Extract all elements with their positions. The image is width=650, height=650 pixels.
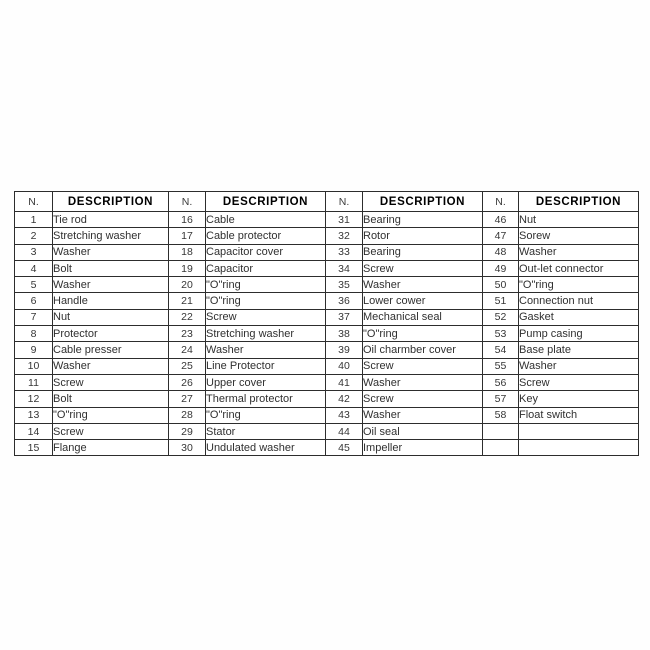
part-number-cell: 18 <box>169 244 206 260</box>
part-description-cell: Nut <box>519 212 639 228</box>
part-number-cell: 10 <box>15 358 53 374</box>
part-number-cell: 14 <box>15 423 53 439</box>
part-description-cell <box>519 440 639 456</box>
part-description-cell: Washer <box>363 407 483 423</box>
part-description-cell: Base plate <box>519 342 639 358</box>
part-description-cell: "O"ring <box>206 293 326 309</box>
part-description-cell: Screw <box>53 374 169 390</box>
part-number-cell: 21 <box>169 293 206 309</box>
part-number-cell: 28 <box>169 407 206 423</box>
part-description-cell: Protector <box>53 326 169 342</box>
table-row <box>15 423 639 439</box>
part-number-cell: 46 <box>483 212 519 228</box>
part-number-cell: 43 <box>326 407 363 423</box>
part-number-cell: 19 <box>169 260 206 276</box>
part-number-cell: 35 <box>326 277 363 293</box>
part-number-cell: 32 <box>326 228 363 244</box>
column-header-n: N. <box>326 192 363 212</box>
column-header-n: N. <box>169 192 206 212</box>
part-number-cell: 17 <box>169 228 206 244</box>
part-description-cell: Washer <box>363 277 483 293</box>
table-row <box>15 326 639 342</box>
part-description-cell: Key <box>519 391 639 407</box>
column-header-description: DESCRIPTION <box>206 192 326 212</box>
part-number-cell: 4 <box>15 260 53 276</box>
part-number-cell: 33 <box>326 244 363 260</box>
column-header-description: DESCRIPTION <box>519 192 639 212</box>
part-description-cell: Impeller <box>363 440 483 456</box>
part-description-cell: Mechanical seal <box>363 309 483 325</box>
part-description-cell: Washer <box>206 342 326 358</box>
part-description-cell: Washer <box>519 358 639 374</box>
table-row <box>15 212 639 228</box>
column-header-description: DESCRIPTION <box>53 192 169 212</box>
part-number-cell: 7 <box>15 309 53 325</box>
part-description-cell: Bearing <box>363 244 483 260</box>
column-header-n: N. <box>483 192 519 212</box>
part-description-cell: Screw <box>363 391 483 407</box>
part-number-cell: 57 <box>483 391 519 407</box>
part-description-cell: Washer <box>53 358 169 374</box>
part-number-cell: 45 <box>326 440 363 456</box>
part-description-cell: Washer <box>519 244 639 260</box>
part-description-cell: Stator <box>206 423 326 439</box>
part-number-cell: 24 <box>169 342 206 358</box>
table-row <box>15 342 639 358</box>
part-description-cell: Sorew <box>519 228 639 244</box>
column-header-n: N. <box>15 192 53 212</box>
part-description-cell: Bolt <box>53 260 169 276</box>
part-description-cell: Bolt <box>53 391 169 407</box>
part-description-cell: Undulated washer <box>206 440 326 456</box>
part-description-cell: Washer <box>53 277 169 293</box>
part-number-cell: 2 <box>15 228 53 244</box>
part-number-cell: 29 <box>169 423 206 439</box>
part-number-cell: 56 <box>483 374 519 390</box>
parts-table-body <box>15 212 639 456</box>
part-number-cell: 13 <box>15 407 53 423</box>
part-number-cell: 53 <box>483 326 519 342</box>
part-number-cell: 16 <box>169 212 206 228</box>
part-number-cell: 37 <box>326 309 363 325</box>
table-row <box>15 277 639 293</box>
part-description-cell: Upper cover <box>206 374 326 390</box>
part-description-cell: Stretching washer <box>53 228 169 244</box>
part-number-cell: 39 <box>326 342 363 358</box>
part-description-cell: Rotor <box>363 228 483 244</box>
part-number-cell: 41 <box>326 374 363 390</box>
table-row <box>15 374 639 390</box>
table-row <box>15 309 639 325</box>
part-number-cell: 58 <box>483 407 519 423</box>
part-description-cell: Screw <box>519 374 639 390</box>
part-number-cell: 8 <box>15 326 53 342</box>
table-row <box>15 440 639 456</box>
part-description-cell: "O"ring <box>363 326 483 342</box>
part-number-cell: 34 <box>326 260 363 276</box>
part-description-cell: Pump casing <box>519 326 639 342</box>
part-description-cell: Stretching washer <box>206 326 326 342</box>
part-number-cell: 42 <box>326 391 363 407</box>
part-number-cell: 38 <box>326 326 363 342</box>
part-number-cell: 25 <box>169 358 206 374</box>
part-description-cell: Bearing <box>363 212 483 228</box>
part-description-cell: "O"ring <box>53 407 169 423</box>
part-number-cell: 30 <box>169 440 206 456</box>
part-description-cell: Screw <box>363 358 483 374</box>
part-description-cell: Washer <box>53 244 169 260</box>
part-number-cell <box>483 423 519 439</box>
header-row <box>15 192 639 212</box>
part-number-cell: 44 <box>326 423 363 439</box>
part-description-cell: Oil charmber cover <box>363 342 483 358</box>
column-header-description: DESCRIPTION <box>363 192 483 212</box>
part-description-cell: "O"ring <box>206 407 326 423</box>
part-number-cell: 15 <box>15 440 53 456</box>
part-description-cell: Oil seal <box>363 423 483 439</box>
part-description-cell: Float switch <box>519 407 639 423</box>
part-number-cell: 23 <box>169 326 206 342</box>
part-number-cell <box>483 440 519 456</box>
part-description-cell: Washer <box>363 374 483 390</box>
part-number-cell: 26 <box>169 374 206 390</box>
part-description-cell: Screw <box>53 423 169 439</box>
part-description-cell: "O"ring <box>519 277 639 293</box>
part-number-cell: 27 <box>169 391 206 407</box>
part-number-cell: 5 <box>15 277 53 293</box>
table-row <box>15 260 639 276</box>
table-row <box>15 293 639 309</box>
part-description-cell: Cable presser <box>53 342 169 358</box>
part-description-cell: Cable <box>206 212 326 228</box>
part-description-cell: Screw <box>363 260 483 276</box>
part-number-cell: 1 <box>15 212 53 228</box>
part-description-cell: Thermal protector <box>206 391 326 407</box>
part-number-cell: 55 <box>483 358 519 374</box>
part-description-cell: Screw <box>206 309 326 325</box>
table-row <box>15 407 639 423</box>
part-number-cell: 9 <box>15 342 53 358</box>
part-number-cell: 54 <box>483 342 519 358</box>
part-description-cell: Connection nut <box>519 293 639 309</box>
part-number-cell: 48 <box>483 244 519 260</box>
part-description-cell: Capacitor <box>206 260 326 276</box>
part-description-cell: Handle <box>53 293 169 309</box>
part-description-cell: Capacitor cover <box>206 244 326 260</box>
part-description-cell: Cable protector <box>206 228 326 244</box>
part-number-cell: 6 <box>15 293 53 309</box>
part-description-cell: Nut <box>53 309 169 325</box>
part-description-cell: Out-let connector <box>519 260 639 276</box>
part-number-cell: 51 <box>483 293 519 309</box>
part-number-cell: 36 <box>326 293 363 309</box>
part-number-cell: 47 <box>483 228 519 244</box>
part-number-cell: 22 <box>169 309 206 325</box>
part-description-cell: Lower cower <box>363 293 483 309</box>
part-number-cell: 52 <box>483 309 519 325</box>
part-number-cell: 49 <box>483 260 519 276</box>
part-description-cell: Line Protector <box>206 358 326 374</box>
table-row <box>15 358 639 374</box>
table-row <box>15 228 639 244</box>
parts-table <box>14 191 639 456</box>
table-row <box>15 244 639 260</box>
part-number-cell: 31 <box>326 212 363 228</box>
parts-table-header <box>15 192 639 212</box>
part-number-cell: 11 <box>15 374 53 390</box>
part-number-cell: 12 <box>15 391 53 407</box>
part-description-cell: Tie rod <box>53 212 169 228</box>
part-number-cell: 40 <box>326 358 363 374</box>
part-description-cell: "O"ring <box>206 277 326 293</box>
part-description-cell: Flange <box>53 440 169 456</box>
part-number-cell: 20 <box>169 277 206 293</box>
table-row <box>15 391 639 407</box>
part-description-cell <box>519 423 639 439</box>
part-number-cell: 50 <box>483 277 519 293</box>
part-description-cell: Gasket <box>519 309 639 325</box>
part-number-cell: 3 <box>15 244 53 260</box>
